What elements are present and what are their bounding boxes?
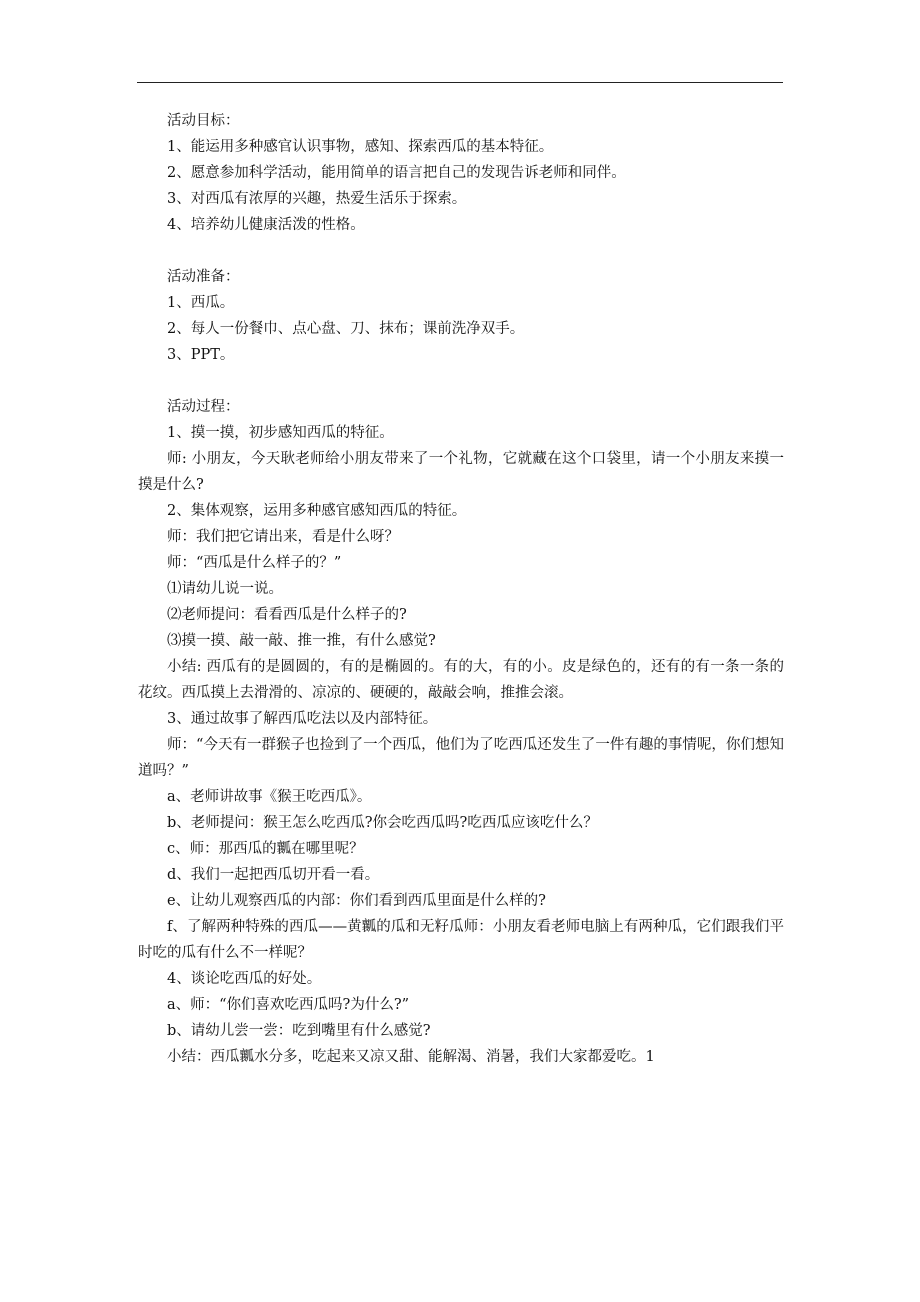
process-subitem: ⑵老师提问：看看西瓜是什么样子的? xyxy=(167,607,407,623)
process-step: 1、摸一摸，初步感知西瓜的特征。 xyxy=(167,425,394,441)
process-section xyxy=(138,394,784,1070)
process-subitem: f、了解两种特殊的西瓜——黄瓤的瓜和无籽瓜师：小朋友看老师电脑上有两种瓜，它们跟我们平时吃的瓜有什么不一样呢？ xyxy=(138,919,784,961)
goal-item: 4、培养幼儿健康活泼的性格。 xyxy=(167,217,365,233)
preparation-item: 2、每人一份餐巾、点心盘、刀、抹布；课前洗净双手。 xyxy=(167,321,525,337)
process-subitem: d、我们一起把西瓜切开看一看。 xyxy=(167,867,380,883)
preparation-heading: 活动准备： xyxy=(167,269,240,285)
process-subitem: a、师：“你们喜欢吃西瓜吗?为什么?” xyxy=(167,997,410,1013)
goals-section xyxy=(138,108,784,238)
process-subitem: e、让幼儿观察西瓜的内部：你们看到西瓜里面是什么样的? xyxy=(167,893,546,909)
header-rule xyxy=(137,82,783,83)
preparation-section xyxy=(138,264,784,368)
goals-heading: 活动目标： xyxy=(167,113,240,129)
process-subitem: b、老师提问：猴王怎么吃西瓜?你会吃西瓜吗?吃西瓜应该吃什么？ xyxy=(167,815,598,831)
goal-item: 2、愿意参加科学活动，能用简单的语言把自己的发现告诉老师和同伴。 xyxy=(167,165,626,181)
process-subitem: a、老师讲故事《猴王吃西瓜》。 xyxy=(167,789,372,805)
process-paragraph: 师：“西瓜是什么样子的？” xyxy=(167,555,342,571)
goal-item: 1、能运用多种感官认识事物，感知、探索西瓜的基本特征。 xyxy=(167,139,554,155)
process-summary: 小结: 西瓜有的是圆圆的，有的是椭圆的。有的大，有的小。皮是绿色的，还有的有一条一条的花纹。西瓜摸上去滑滑的、凉凉的、硬硬的，敲敲会响，推推会滚。 xyxy=(138,659,784,701)
process-heading: 活动过程： xyxy=(167,399,240,415)
process-paragraph: 师: 小朋友，今天耿老师给小朋友带来了一个礼物，它就藏在这个口袋里，请一个小朋友来摸一摸是什么? xyxy=(138,451,784,493)
process-paragraph: 师：我们把它请出来，看是什么呀？ xyxy=(167,529,399,545)
process-subitem: b、请幼儿尝一尝：吃到嘴里有什么感觉? xyxy=(167,1023,431,1039)
goal-item: 3、对西瓜有浓厚的兴趣，热爱生活乐于探索。 xyxy=(167,191,467,207)
process-subitem: ⑴请幼儿说一说。 xyxy=(167,581,283,597)
process-step: 2、集体观察，运用多种感官感知西瓜的特征。 xyxy=(167,503,467,519)
process-subitem: c、师：那西瓜的瓤在哪里呢？ xyxy=(167,841,364,857)
document-body xyxy=(138,108,784,1070)
process-paragraph: 师：“今天有一群猴子也捡到了一个西瓜，他们为了吃西瓜还发生了一件有趣的事情呢，你们想知道吗？” xyxy=(138,737,784,779)
preparation-item: 3、PPT。 xyxy=(167,347,235,363)
process-subitem: ⑶摸一摸、敲一敲、推一推，有什么感觉? xyxy=(167,633,436,649)
process-step: 3、通过故事了解西瓜吃法以及内部特征。 xyxy=(167,711,438,727)
process-summary: 小结：西瓜瓤水分多，吃起来又凉又甜、能解渴、消暑，我们大家都爱吃。1 xyxy=(167,1049,655,1065)
process-step: 4、谈论吃西瓜的好处。 xyxy=(167,971,322,987)
preparation-item: 1、西瓜。 xyxy=(167,295,235,311)
